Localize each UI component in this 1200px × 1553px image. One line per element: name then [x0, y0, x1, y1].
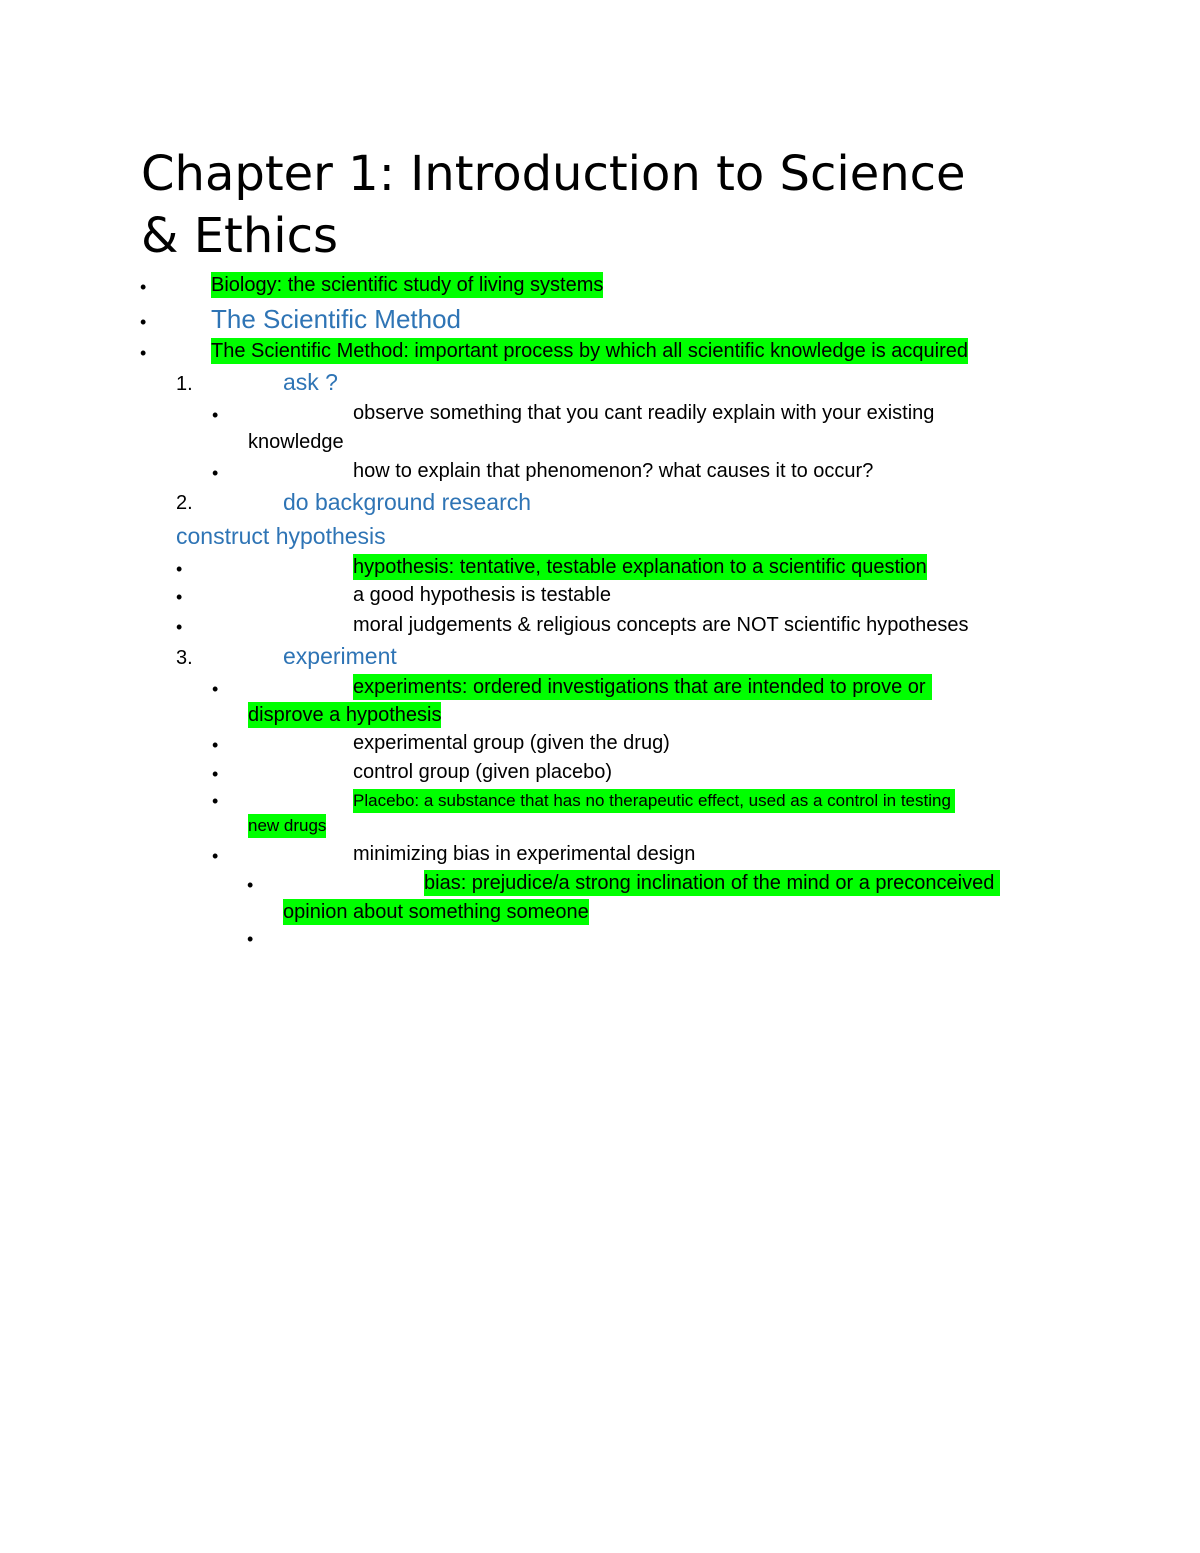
control-group-text: control group (given placebo)	[353, 761, 613, 783]
bullet-marker: •	[140, 277, 147, 297]
bias-definition-line-2: opinion about something someone	[283, 901, 589, 923]
minimizing-bias-text: minimizing bias in experimental design	[353, 843, 696, 865]
bullet-marker: •	[212, 405, 219, 425]
bullet-marker: •	[176, 617, 183, 637]
bullet-marker: •	[212, 846, 219, 866]
step-number: 2.	[176, 492, 193, 514]
bullet-marker: •	[140, 343, 147, 363]
bullet-marker: •	[140, 312, 147, 332]
explain-phenomenon-text: how to explain that phenomenon? what causes it to occur?	[353, 460, 874, 482]
experiments-definition-line-2: disprove a hypothesis	[248, 704, 442, 726]
bullet-marker: •	[247, 875, 254, 895]
experiments-definition-line-1: experiments: ordered investigations that are intended to prove or	[353, 674, 932, 700]
bias-definition-line-1: bias: prejudice/a strong inclination of the mind or a preconceived	[424, 870, 1000, 896]
page-title-line-1: Chapter 1: Introduction to Science	[141, 146, 966, 202]
placebo-definition-line-2: new drugs	[248, 814, 326, 838]
bullet-marker: •	[212, 735, 219, 755]
observe-text-line-1: observe something that you cant readily explain with your existing	[353, 402, 935, 424]
bullet-marker: •	[212, 764, 219, 784]
step-ask-label: ask ?	[283, 369, 338, 395]
hypothesis-definition: hypothesis: tentative, testable explanation to a scientific question	[353, 556, 927, 578]
moral-judgements-text: moral judgements & religious concepts are NOT scientific hypotheses	[353, 614, 969, 636]
bullet-marker: •	[212, 679, 219, 699]
bullet-marker: •	[212, 791, 219, 811]
bullet-marker: •	[247, 929, 254, 949]
good-hypothesis-text: a good hypothesis is testable	[353, 584, 611, 606]
placebo-definition-line-1: Placebo: a substance that has no therapeutic effect, used as a control in testing	[353, 789, 955, 813]
biology-definition: Biology: the scientific study of living systems	[211, 274, 604, 296]
bullet-marker: •	[212, 463, 219, 483]
observe-text-line-2: knowledge	[248, 431, 344, 453]
page-title-line-2: & Ethics	[141, 208, 338, 264]
construct-hypothesis-heading: construct hypothesis	[176, 523, 386, 549]
scientific-method-heading: The Scientific Method	[211, 304, 462, 334]
step-number: 3.	[176, 647, 193, 669]
bullet-marker: •	[176, 587, 183, 607]
scientific-method-definition: The Scientific Method: important process by which all scientific knowledge is acquired	[211, 340, 969, 362]
step-background-research-label: do background research	[283, 489, 532, 515]
bullet-marker: •	[176, 559, 183, 579]
experimental-group-text: experimental group (given the drug)	[353, 732, 670, 754]
step-experiment-label: experiment	[283, 643, 397, 669]
step-number: 1.	[176, 373, 193, 395]
